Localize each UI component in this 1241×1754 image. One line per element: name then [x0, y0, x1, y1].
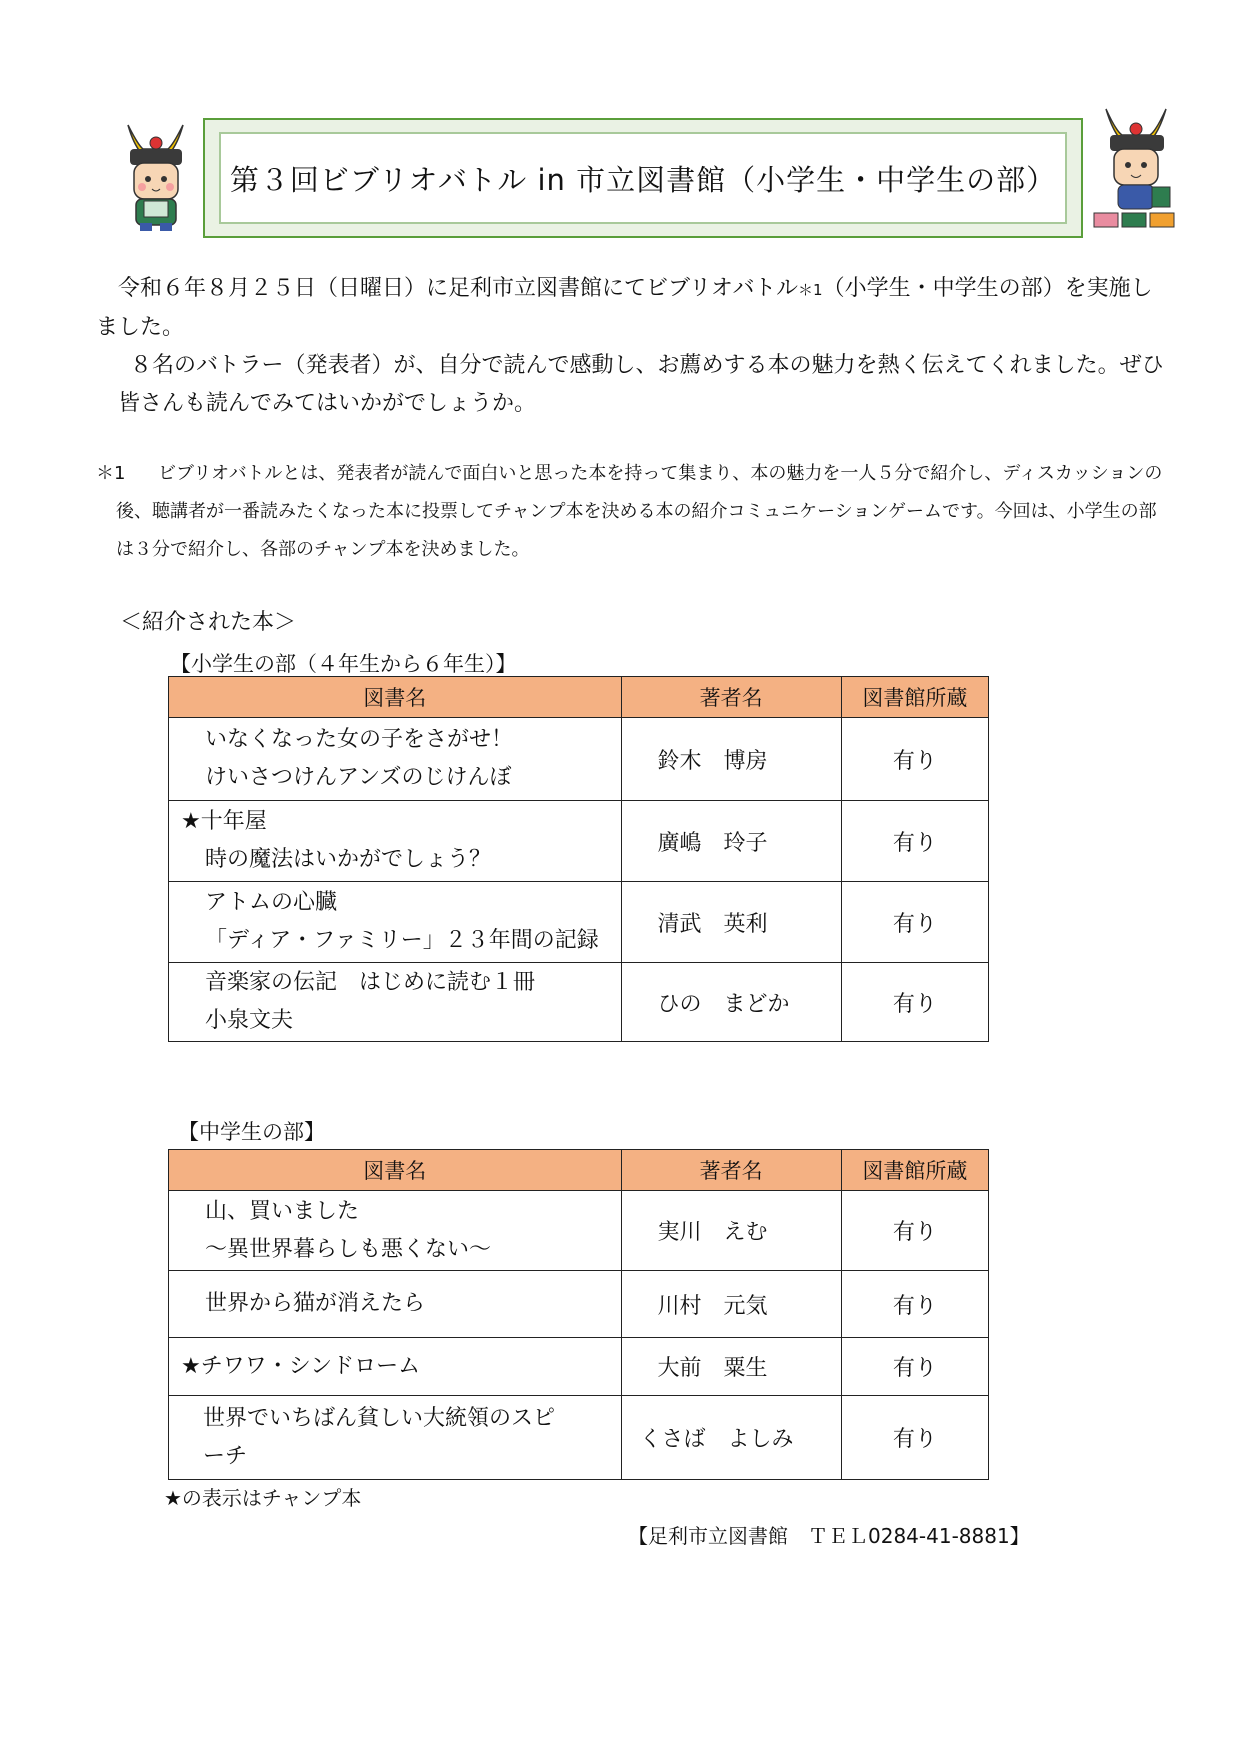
title-inner [219, 132, 1067, 224]
table-row [169, 1271, 989, 1338]
stock-cell: 有り [841, 1396, 988, 1480]
author-cell: くさば よしみ [621, 1396, 841, 1480]
author-cell: ひの まどか [621, 963, 841, 1042]
author-cell: 実川 えむ [621, 1191, 841, 1271]
book-title-line: 音楽家の伝記 はじめに読む１冊 [205, 970, 536, 995]
book-subtitle-line: ーチ [203, 1443, 248, 1469]
author-cell: 鈴木 博房 [621, 718, 841, 801]
book-subtitle-line: 時の魔法はいかがでしょう？ [205, 847, 492, 872]
book-title-line: 世界でいちばん貧しい大統領のスピ [203, 1405, 556, 1431]
book-subtitle-line: 小泉文夫 [205, 1008, 294, 1033]
column-header-author: 著者名 [621, 677, 841, 718]
footnote-mark: ＊1 [96, 463, 126, 484]
table-header-row [169, 677, 989, 718]
champ-note: ★の表示はチャンプ本 [164, 1486, 362, 1510]
book-title-cell [169, 1191, 622, 1271]
column-header-stock: 図書館所蔵 [841, 677, 988, 718]
table-row [169, 963, 989, 1042]
intro-p1-after: （小学生・中学生の部）を実施しました。 [96, 276, 1153, 340]
book-title-cell [169, 1396, 622, 1480]
book-subtitle-line: ～異世界暮らしも悪くない～ [205, 1236, 492, 1262]
author-cell: 清武 英利 [621, 882, 841, 963]
junior-books-table [168, 1149, 989, 1480]
book-title-cell [169, 1338, 622, 1396]
book-title-line: 世界から猫が消えたら [205, 1291, 426, 1316]
table-row [169, 718, 989, 801]
book-title-line: 山、買いました [205, 1198, 360, 1224]
book-title-line: アトムの心臓 [205, 890, 338, 915]
elementary-heading: 【小学生の部（４年生から６年生）】 [170, 652, 517, 676]
table-row [169, 1338, 989, 1396]
table-row [169, 1191, 989, 1271]
column-header-author: 著者名 [621, 1150, 841, 1191]
intro-p1-before: 令和６年８月２５日（日曜日）に足利市立図書館にてビブリオバトル [118, 276, 799, 301]
stock-cell: 有り [841, 1191, 988, 1271]
table-row [169, 1396, 989, 1480]
intro-paragraph-2: ８名のバトラー（発表者）が、自分で読んで感動し、お薦めする本の魅力を熱く伝えてくれました。ぜひ皆さんも読んでみてはいかがでしょうか。 [118, 353, 1164, 416]
stock-cell: 有り [841, 718, 988, 801]
contact-info: 【足利市立図書館 ＴＥＬ0284-41-8881】 [628, 1524, 1030, 1548]
column-header-stock: 図書館所蔵 [841, 1150, 988, 1191]
intro-text [96, 270, 1166, 423]
mascot-reading-illustration [108, 115, 203, 235]
author-cell: 大前 粟生 [621, 1338, 841, 1396]
title-frame [203, 118, 1083, 238]
section-heading: ＜紹介された本＞ [120, 610, 297, 635]
book-title-line: いなくなった女の子をさがせ！ [205, 727, 514, 752]
book-title-cell [169, 1271, 622, 1338]
stock-cell: 有り [841, 1271, 988, 1338]
mascot-running-illustration [1088, 103, 1188, 243]
table-row [169, 882, 989, 963]
column-header-title: 図書名 [169, 677, 622, 718]
book-subtitle-line: 「ディア・ファミリー」２３年間の記録 [205, 928, 599, 953]
author-cell: 川村 元気 [621, 1271, 841, 1338]
table-header-row [169, 1150, 989, 1191]
book-title-cell [169, 963, 622, 1042]
author-cell: 廣嶋 玲子 [621, 801, 841, 882]
footnote-reference: ＊1 [798, 281, 823, 299]
footnote-text: ビブリオバトルとは、発表者が読んで面白いと思った本を持って集まり、本の魅力を一人５分で紹介し、ディスカッションの後、聴講者が一番読みたくなった本に投票してチャンプ本を決める本の紹介コミュニケーションゲームです。今回は、小学生の部は３分で紹介し、各部のチャンプ本を決めました。 [116, 463, 1163, 560]
book-subtitle-line: けいさつけんアンズのじけんぼ [205, 765, 512, 790]
book-title-cell [169, 882, 622, 963]
stock-cell: 有り [841, 882, 988, 963]
book-title-line: ★十年屋 [181, 809, 267, 834]
column-header-title: 図書名 [169, 1150, 622, 1191]
book-title-cell [169, 801, 622, 882]
stock-cell: 有り [841, 801, 988, 882]
book-title-cell [169, 718, 622, 801]
elementary-books-table [168, 676, 989, 1042]
stock-cell: 有り [841, 963, 988, 1042]
footnote [96, 455, 1171, 569]
junior-heading: 【中学生の部】 [178, 1120, 325, 1144]
stock-cell: 有り [841, 1338, 988, 1396]
page-title: 第３回ビブリオバトル in 市立図書館（小学生・中学生の部） [229, 162, 1057, 197]
intro-paragraph-1 [96, 270, 1166, 347]
table-row [169, 801, 989, 882]
book-title-line: ★チワワ・シンドローム [181, 1353, 421, 1379]
